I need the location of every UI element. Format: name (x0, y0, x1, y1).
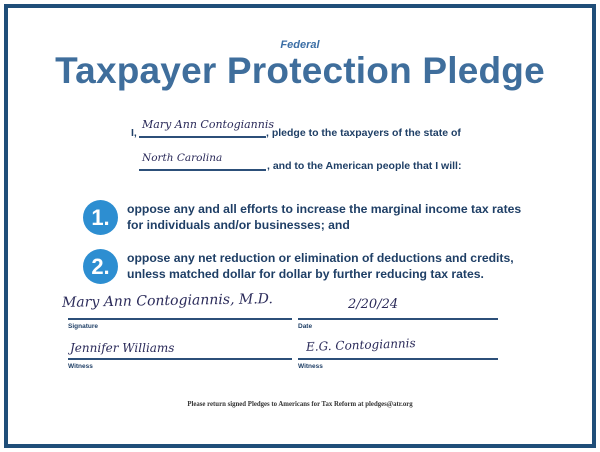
signature-label: Signature (68, 323, 98, 330)
witness1-handwritten: Jennifer Williams (70, 341, 175, 355)
date-label: Date (298, 323, 313, 330)
date-handwritten: 2/20/24 (348, 297, 399, 312)
item-1-line-2: for individuals and/or businesses; and (127, 218, 350, 232)
item-number-2: 2. (83, 249, 118, 284)
item-number-1: 1. (83, 200, 118, 235)
witness1-line (68, 358, 292, 360)
pledge-prefix: I, (131, 127, 137, 139)
pledge-line2-text: , and to the American people that I will: (267, 160, 462, 172)
item-1-text (127, 201, 521, 233)
item-2-line-1: oppose any net reduction or elimination of deductions and credits, (127, 251, 514, 265)
signature-handwritten: Mary Ann Contogiannis, M.D. (61, 291, 274, 311)
signer-name-handwritten: Mary Ann Contogiannis (142, 118, 275, 131)
page-title: Taxpayer Protection Pledge (55, 50, 545, 91)
return-instructions: Please return signed Pledges to Americans for Tax Reform at pledges@atr.org (187, 401, 413, 408)
witness2-handwritten: E.G. Contogiannis (305, 336, 416, 354)
pledge-document (4, 4, 596, 448)
witness1-label: Witness (68, 363, 93, 370)
date-line (298, 318, 498, 320)
item-2-line-2: unless matched dollar for dollar by further reducing tax rates. (127, 267, 484, 281)
signature-line (68, 318, 292, 320)
witness2-label: Witness (298, 363, 323, 370)
federal-label: Federal (280, 39, 320, 51)
item-2-text (127, 250, 514, 282)
item-1-line-1: oppose any and all efforts to increase the marginal income tax rates (127, 202, 522, 216)
signer-name-field (139, 116, 275, 138)
witness2-line (298, 358, 498, 360)
state-handwritten: North Carolina (142, 152, 223, 164)
state-field (139, 149, 266, 171)
pledge-line1-text: , pledge to the taxpayers of the state of (266, 127, 461, 139)
